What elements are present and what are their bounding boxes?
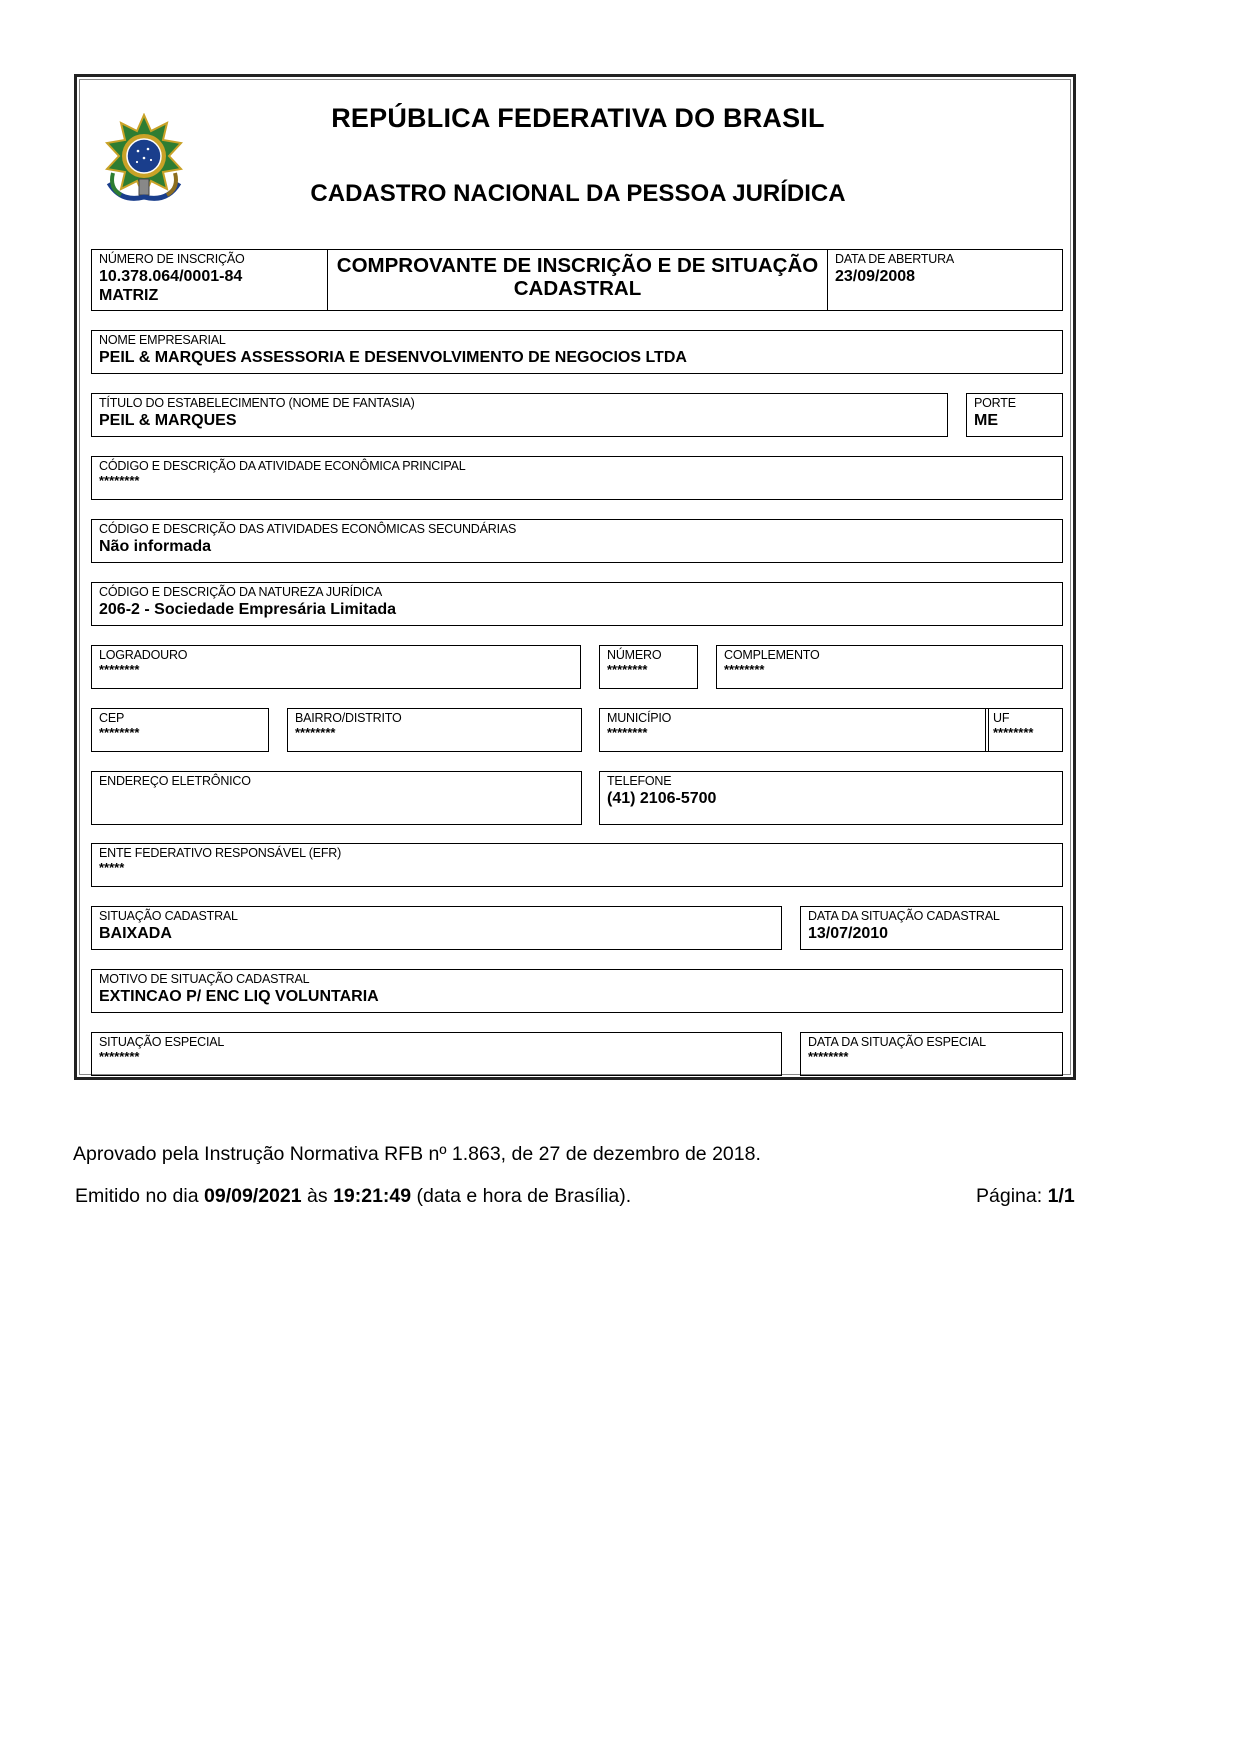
street-label: LOGRADOURO bbox=[99, 648, 188, 662]
postal-code-field bbox=[91, 708, 269, 752]
page-indicator bbox=[976, 1185, 1075, 1208]
postal-code-value: ******** bbox=[99, 725, 140, 740]
status-reason-label: MOTIVO DE SITUAÇÃO CADASTRAL bbox=[99, 972, 310, 986]
company-size-value: ME bbox=[974, 412, 998, 429]
document-title-line2: CADASTRAL bbox=[513, 277, 642, 300]
business-name-label: NOME EMPRESARIAL bbox=[99, 333, 226, 347]
secondary-activities-field bbox=[91, 519, 1063, 563]
special-status-field bbox=[91, 1032, 782, 1076]
phone-label: TELEFONE bbox=[607, 774, 672, 788]
district-label: BAIRRO/DISTRITO bbox=[295, 711, 402, 725]
main-activity-label: CÓDIGO E DESCRIÇÃO DA ATIVIDADE ECONÔMICA PRINCIPAL bbox=[99, 459, 466, 473]
company-size-label: PORTE bbox=[974, 396, 1016, 410]
secondary-activities-label: CÓDIGO E DESCRIÇÃO DAS ATIVIDADES ECONÔMICAS SECUNDÁRIAS bbox=[99, 522, 517, 536]
approval-note: Aprovado pela Instrução Normativa RFB nº 1.863, de 27 de dezembro de 2018. bbox=[73, 1143, 761, 1165]
emission-time: 19:21:49 bbox=[333, 1185, 412, 1207]
document-title bbox=[327, 249, 828, 311]
city-label: MUNICÍPIO bbox=[607, 711, 672, 725]
document-frame bbox=[74, 74, 1076, 1080]
registration-status-field bbox=[91, 906, 782, 950]
postal-code-label: CEP bbox=[99, 711, 125, 725]
business-name-field bbox=[91, 330, 1063, 374]
registration-status-date-label: DATA DA SITUAÇÃO CADASTRAL bbox=[808, 909, 1000, 923]
state-value: ******** bbox=[993, 725, 1034, 740]
address-number-value: ******** bbox=[607, 662, 648, 677]
secondary-activities-value: Não informada bbox=[99, 538, 212, 555]
city-field bbox=[599, 708, 989, 752]
page-title: REPÚBLICA FEDERATIVA DO BRASIL bbox=[331, 103, 825, 133]
page-label: Página: bbox=[976, 1185, 1043, 1207]
registration-status-date-field bbox=[800, 906, 1063, 950]
street-value: ******** bbox=[99, 662, 140, 677]
emission-prefix: Emitido no dia bbox=[75, 1185, 199, 1207]
legal-nature-value: 206-2 - Sociedade Empresária Limitada bbox=[99, 601, 397, 618]
opening-date-label: DATA DE ABERTURA bbox=[835, 252, 955, 266]
status-reason-value: EXTINCAO P/ ENC LIQ VOLUNTARIA bbox=[99, 988, 379, 1005]
opening-date-field bbox=[827, 249, 1063, 311]
efr-value: ***** bbox=[99, 860, 125, 875]
efr-field bbox=[91, 843, 1063, 887]
registration-status-label: SITUAÇÃO CADASTRAL bbox=[99, 909, 238, 923]
address-number-label: NÚMERO bbox=[607, 648, 662, 662]
emission-date: 09/09/2021 bbox=[204, 1185, 302, 1207]
company-size-field bbox=[966, 393, 1063, 437]
state-label: UF bbox=[993, 711, 1010, 725]
establishment-type-value: MATRIZ bbox=[99, 287, 159, 304]
registration-status-value: BAIXADA bbox=[99, 925, 172, 942]
main-activity-field bbox=[91, 456, 1063, 500]
complement-value: ******** bbox=[724, 662, 765, 677]
special-status-value: ******** bbox=[99, 1049, 140, 1064]
street-field bbox=[91, 645, 581, 689]
trade-name-value: PEIL & MARQUES bbox=[99, 412, 237, 429]
district-field bbox=[287, 708, 582, 752]
main-activity-value: ******** bbox=[99, 473, 140, 488]
document-title-line1: COMPROVANTE DE INSCRIÇÃO E DE SITUAÇÃO bbox=[336, 254, 819, 277]
special-status-date-value: ******** bbox=[808, 1049, 849, 1064]
trade-name-label: TÍTULO DO ESTABELECIMENTO (NOME DE FANTASIA) bbox=[99, 396, 415, 410]
legal-nature-field bbox=[91, 582, 1063, 626]
inscription-number-label: NÚMERO DE INSCRIÇÃO bbox=[99, 252, 245, 266]
city-value: ******** bbox=[607, 725, 648, 740]
emission-at: às bbox=[307, 1185, 328, 1207]
email-field bbox=[91, 771, 582, 825]
phone-value: (41) 2106-5700 bbox=[607, 790, 717, 807]
efr-label: ENTE FEDERATIVO RESPONSÁVEL (EFR) bbox=[99, 846, 342, 860]
inscription-number-field bbox=[91, 249, 328, 311]
page-value: 1/1 bbox=[1047, 1185, 1075, 1207]
complement-field bbox=[716, 645, 1063, 689]
complement-label: COMPLEMENTO bbox=[724, 648, 820, 662]
special-status-date-field bbox=[800, 1032, 1063, 1076]
legal-nature-label: CÓDIGO E DESCRIÇÃO DA NATUREZA JURÍDICA bbox=[99, 585, 382, 599]
emission-note bbox=[75, 1185, 631, 1208]
business-name-value: PEIL & MARQUES ASSESSORIA E DESENVOLVIMENTO DE NEGOCIOS LTDA bbox=[99, 349, 687, 366]
state-field bbox=[985, 708, 1063, 752]
registration-status-date-value: 13/07/2010 bbox=[808, 925, 889, 942]
emission-suffix: (data e hora de Brasília). bbox=[416, 1185, 632, 1207]
phone-field bbox=[599, 771, 1063, 825]
status-reason-field bbox=[91, 969, 1063, 1013]
special-status-date-label: DATA DA SITUAÇÃO ESPECIAL bbox=[808, 1035, 986, 1049]
email-label: ENDEREÇO ELETRÔNICO bbox=[99, 774, 251, 788]
special-status-label: SITUAÇÃO ESPECIAL bbox=[99, 1035, 225, 1049]
opening-date-value: 23/09/2008 bbox=[835, 268, 916, 285]
page-subtitle: CADASTRO NACIONAL DA PESSOA JURÍDICA bbox=[310, 180, 846, 207]
inscription-number-value: 10.378.064/0001-84 bbox=[99, 268, 243, 285]
district-value: ******** bbox=[295, 725, 336, 740]
address-number-field bbox=[599, 645, 698, 689]
trade-name-field bbox=[91, 393, 948, 437]
